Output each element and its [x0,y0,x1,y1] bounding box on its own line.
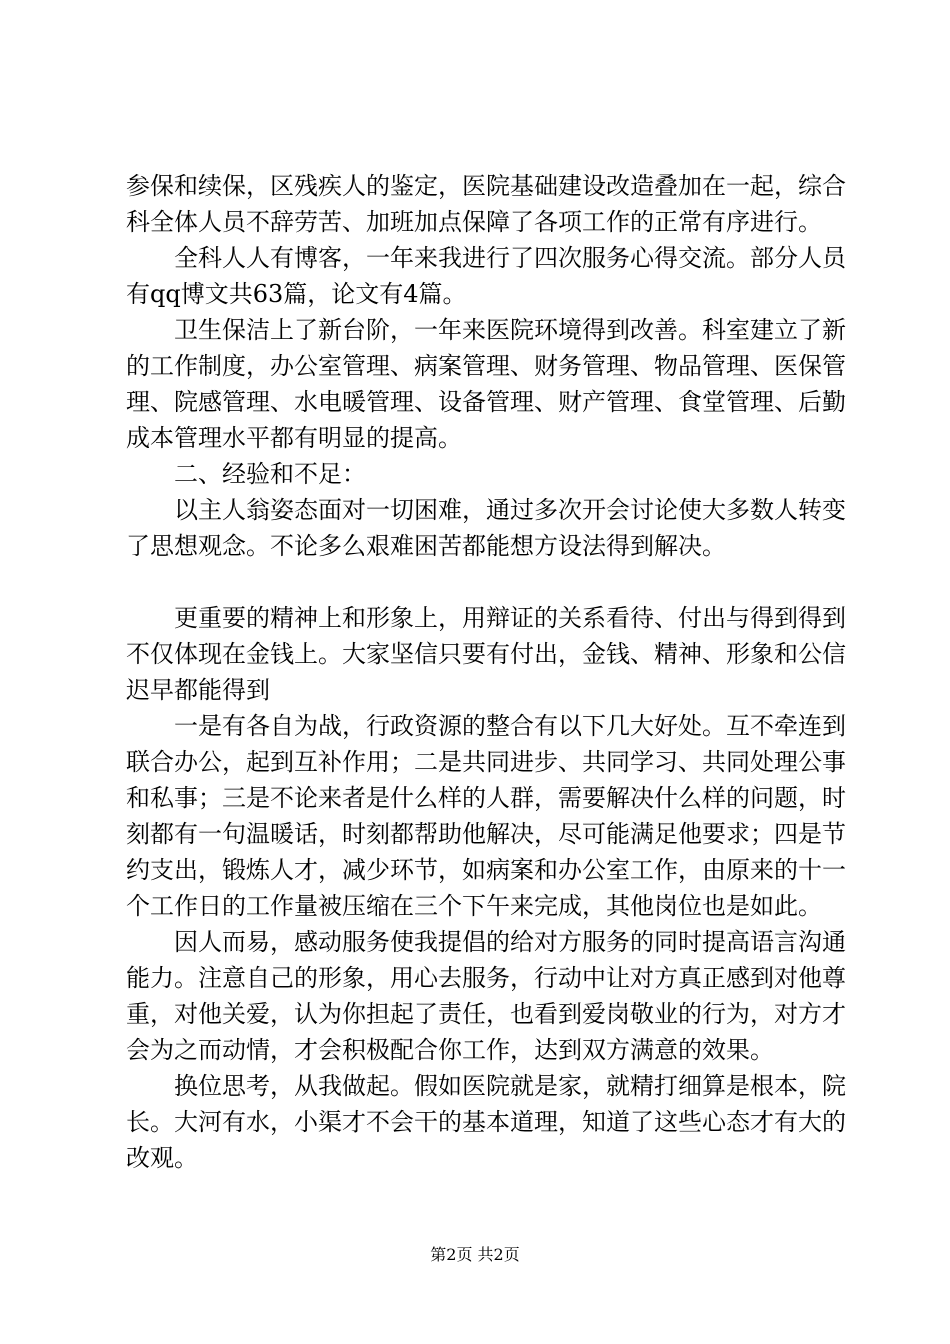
paragraph-perspective: 换位思考，从我做起。假如医院就是家，就精打细算是根本，院长。大河有水，小渠才不会干的基本道理，知道了这些心态才有大的改观。 [126,1072,846,1172]
paragraph-service: 因人而易，感动服务使我提倡的给对方服务的同时提高语言沟通能力。注意自己的形象，用心去服务，行动中让对方真正感到对他尊重，对他关爱，认为你担起了责任，也看到爱岗敬业的行为，对方才会为之而动情，才会积极配合你工作，达到双方满意的效果。 [126,928,846,1064]
paragraph-attitude: 以主人翁姿态面对一切困难，通过多次开会讨论使大多数人转变了思想观念。不论多么艰难困苦都能想方设法得到解决。 [126,496,846,560]
paragraph-continuation: 参保和续保，区残疾人的鉴定，医院基础建设改造叠加在一起，综合科全体人员不辞劳苦、加班加点保障了各项工作的正常有序进行。 [126,172,846,236]
section-heading-experience: 二、经验和不足： [174,460,366,488]
paragraph-integration: 一是有各自为战，行政资源的整合有以下几大好处。互不牵连到联合办公，起到互补作用；二是共同进步、共同学习、共同处理公事和私事；三是不论来者是什么样的人群，需要解决什么样的问题，时刻都有一句温暖话，时刻都帮助他解决，尽可能满足他要求；四是节约支出，锻炼人才，减少环节，如病案和办公室工作，由原来的十一个工作日的工作量被压缩在三个下午来完成，其他岗位也是如此。 [126,712,846,920]
paragraph-sanitation: 卫生保洁上了新台阶，一年来医院环境得到改善。科室建立了新的工作制度，办公室管理、病案管理、财务管理、物品管理、医保管理、院感管理、水电暖管理、设备管理、财产管理、食堂管理、后勤成本管理水平都有明显的提高。 [126,316,846,452]
paragraph-spirit: 更重要的精神上和形象上，用辩证的关系看待、付出与得到得到不仅体现在金钱上。大家坚信只要有付出，金钱、精神、形象和公信迟早都能得到 [126,604,846,704]
paragraph-blog: 全科人人有博客，一年来我进行了四次服务心得交流。部分人员有qq博文共63篇，论文有4篇。 [126,244,846,308]
page-footer: 第2页 共2页 [430,1245,520,1264]
document-body [126,168,848,1176]
